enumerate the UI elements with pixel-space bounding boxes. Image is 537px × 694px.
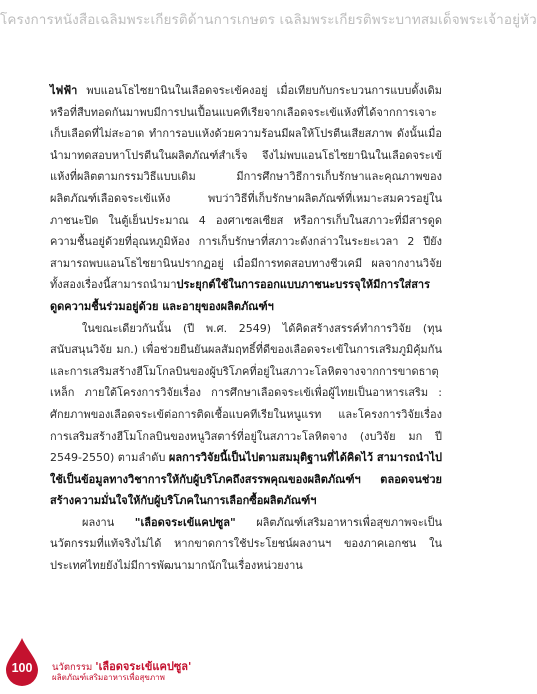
paragraph-1-text: พบแอนโธไซยานินในเลือดจระเข้คงอยู่ เมื่อเทียบกับกระบวนการแบบดั้งเดิมหรือที่สืบทอดกันมาพบมีการปนเปื้อนแบคทีเรียจากเลือดจระเข้แห้งที่ได้จากการเจาะเก็บเลือดที่ไม่สะอาด ทำการอบแห้งด้วยความร้อนมีผลให้โปรตีนเสียสภาพ ดังนั้นเมื่อนำมาทดสอบหาโปรตีนในผลิตภัณฑ์สำเร็จ จึงไม่พบแอนโธไซยานินในเลือดจระเข้แห้งที่ผลิตตามกรรมวิธีแบบเดิม มีการศึกษาวิธีการเก็บรักษาและคุณภาพของผลิตภัณฑ์เลือดจระเข้แห้ง พบว่าวิธีที่เก็บรักษาผลิตภัณฑ์ที่เหมาะสมควรอยู่ในภาชนะปิด ในตู้เย็นประมาณ 4 องศาเซลเซียส หรือการเก็บในสภาวะที่มีสารดูดความชื้นอยู่ด้วยที่อุณหภูมิห้อง การเก็บรักษาที่สภาวะดังกล่าวในระยะเวลา 2 ปียังสามารถพบแอนโธไซยานินปรากฏอยู่ เมื่อมีการทดสอบทางชีวเคมี ผลจากงานวิจัยทั้งสองเรื่องนี้สามารถนำมา (50, 84, 442, 292)
paragraph-2-bold-conclusion: ผลการวิจัยนี้เป็นไปตามสมมุติฐานที่ได้คิดไว้ สามารถนำไปใช้เป็นข้อมูลทางวิชาการให้กับผู้บริโภคถึงสรรพคุณของผลิตภัณฑ์ฯ ตลอดจนช่วยสร้างความมั่นใจให้กับผู้บริโภคในการเลือกซื้อผลิตภัณฑ์ฯ (50, 451, 442, 508)
paragraph-2-text: ในขณะเดียวกันนั้น (ปี พ.ศ. 2549) ได้คิดสร้างสรรค์ทำการวิจัย (ทุนสนับสนุนวิจัย มก.) เพื่อช่วยยืนยันผลสัมฤทธิ์ที่ดีของเลือดจระเข้ในการเสริมภูมิคุ้มกัน และการเสริมสร้างฮีโมโกลบินของผู้บริโภคที่อยู่ในสภาวะโลหิตจางจากการขาดธาตุเหล็ก ภายใต้โครงการวิจัยเรื่อง การศึกษาเลือดจระเข้เพื่อผู้ไทยเป็นอาหารเสริม : ศักยภาพของเลือดจระเข้ต่อการติดเชื้อแบคทีเรียในหนูแรท และโครงการวิจัยเรื่อง การเสริมสร้างฮีโมโกลบินของหนูวิสตาร์ที่อยู่ในสภาวะโลหิตจาง (งบวิจัย มก ปี 2549-2550) ตามลำดับ (50, 321, 442, 465)
paragraph-3-product-name: "เลือดจระเข้แคปซูล" (134, 515, 236, 529)
paragraph-3-text-end: ผลิตภัณฑ์เสริมอาหารเพื่อสุขภาพจะเป็นนวัตกรรมที่แท้จริงไม่ได้ หากขาดการใช้ประโยชน์ผลงานฯ ของภาคเอกชน ในประเทศไทยยังไม่มีการพัฒนามากนักในเรื่องหน่วยงาน (50, 515, 443, 573)
paragraph-1 (50, 80, 442, 318)
footer-title-prefix: นวัตกรรม (52, 662, 96, 673)
paragraph-2 (50, 318, 442, 512)
paragraph-3-text-start: ผลงาน (82, 515, 135, 529)
footer-subtitle: ผลิตภัณฑ์เสริมอาหารเพื่อสุขภาพ (52, 673, 165, 682)
paragraph-1-lead: ไฟฟ้า (50, 84, 78, 97)
page-number: 100 (11, 661, 33, 675)
article-body (50, 80, 442, 640)
paragraph-1-bold-conclusion: ประยุกต์ใช้ในการออกแบบภาชนะบรรจุให้มีการใส่สารดูดความชื้นร่วมอยู่ด้วย และอายุของผลิตภัณฑ์ฯ (50, 278, 431, 313)
paragraph-3 (50, 512, 442, 577)
running-header: โครงการหนังสือเฉลิมพระเกียรติด้านการเกษตร เฉลิมพระเกียรติพระบาทสมเด็จพระเจ้าอยู่หัว (0, 12, 537, 28)
footer-title-emphasis: 'เลือดจระเข้แคปซูล' (95, 660, 192, 673)
page-footer (0, 634, 480, 694)
